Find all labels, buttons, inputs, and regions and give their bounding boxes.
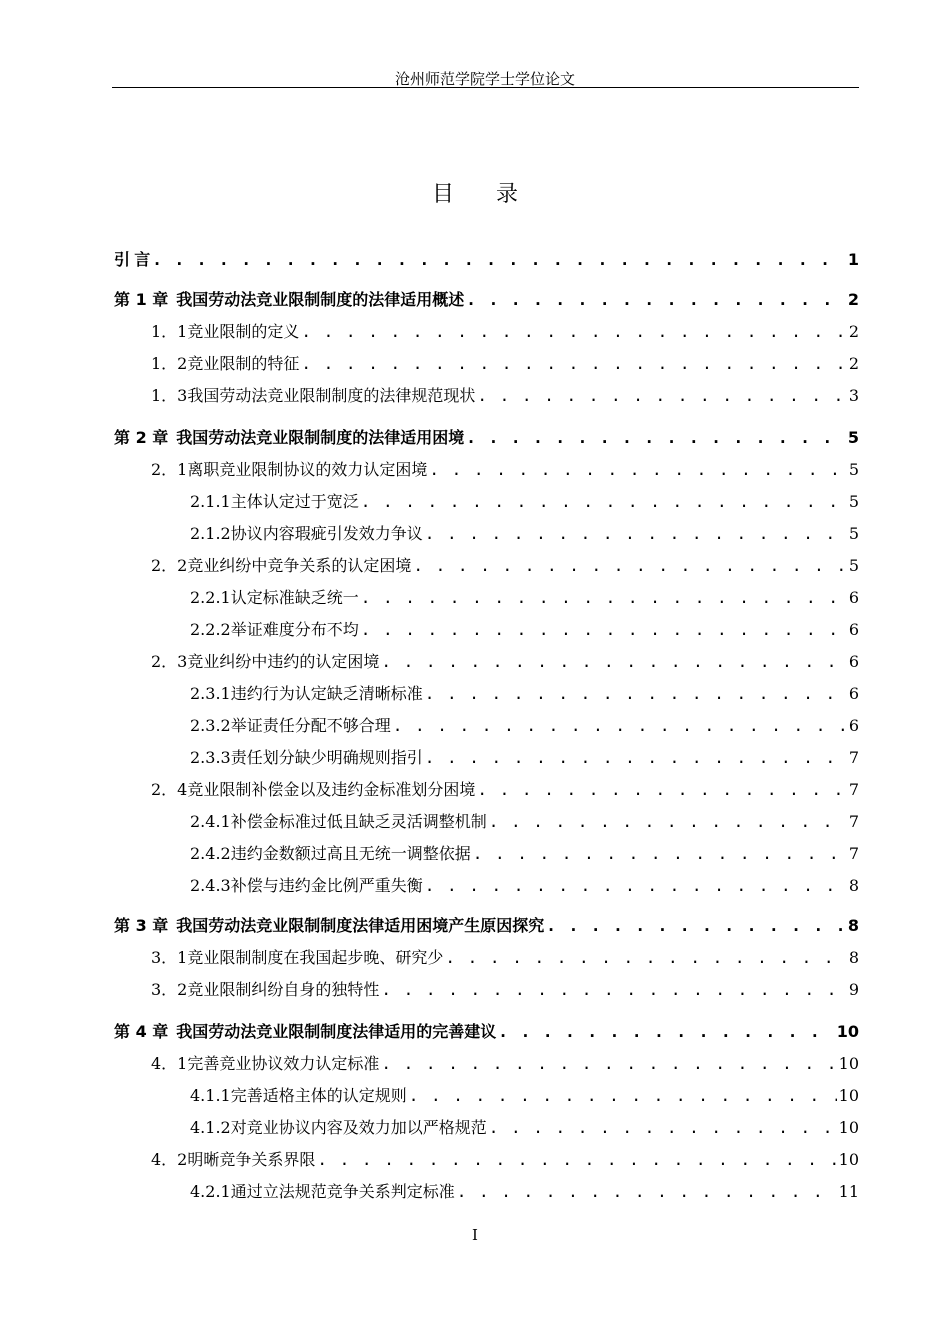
toc-entry-title: 举证难度分布不均 bbox=[230, 620, 359, 639]
toc-entry-number: 2.1.2 bbox=[190, 524, 231, 543]
toc-entry-title: 我国劳动法竞业限制制度的法律适用概述 bbox=[176, 290, 465, 309]
toc-entry-page: 5 bbox=[848, 524, 859, 543]
toc-entry-title: 竞业限制制度在我国起步晚、研究少 bbox=[187, 948, 444, 967]
toc-entry-title: 通过立法规范竞争关系判定标准 bbox=[230, 1182, 455, 1201]
dot-leader bbox=[413, 554, 846, 578]
toc-entry-number: 4．2 bbox=[151, 1150, 188, 1169]
toc-entry[interactable] bbox=[151, 978, 859, 1002]
toc-entry[interactable] bbox=[151, 352, 859, 376]
toc-entry-page: 2 bbox=[847, 290, 859, 309]
toc-entry-title: 竞业纠纷中违约的认定困境 bbox=[187, 652, 380, 671]
dot-leader bbox=[361, 618, 847, 642]
toc-entry-page: 7 bbox=[848, 780, 859, 799]
toc-entry[interactable] bbox=[114, 288, 859, 312]
toc-entry[interactable] bbox=[151, 1148, 859, 1172]
toc-entry[interactable] bbox=[190, 1180, 859, 1204]
toc-entry-page: 6 bbox=[848, 684, 859, 703]
toc-entry-number: 3．2 bbox=[151, 980, 188, 999]
toc-entry-number: 4.1.1 bbox=[190, 1086, 231, 1105]
toc-entry-page: 5 bbox=[847, 428, 859, 447]
toc-entry-number: 2．2 bbox=[151, 556, 188, 575]
toc-entry-page: 6 bbox=[848, 620, 859, 639]
toc-entry-page: 6 bbox=[848, 716, 859, 735]
toc-entry[interactable] bbox=[114, 914, 859, 938]
toc-entry[interactable] bbox=[114, 1020, 859, 1044]
dot-leader bbox=[466, 288, 846, 312]
toc-entry-page: 9 bbox=[848, 980, 859, 999]
toc-entry-title: 我国劳动法竞业限制制度的法律适用困境 bbox=[176, 428, 465, 447]
toc-entry-page: 3 bbox=[848, 386, 859, 405]
toc-entry-title: 竞业纠纷中竞争关系的认定困境 bbox=[187, 556, 412, 575]
toc-title: 目录 bbox=[431, 182, 560, 207]
toc-entry-page: 1 bbox=[847, 250, 859, 269]
toc-entry-number: 2．4 bbox=[151, 780, 188, 799]
toc-entry-number: 2.1.1 bbox=[190, 492, 231, 511]
toc-entry[interactable] bbox=[190, 682, 859, 706]
dot-leader bbox=[425, 746, 847, 770]
dot-leader bbox=[457, 1180, 837, 1204]
toc-entry-number: 2．3 bbox=[151, 652, 188, 671]
dot-leader bbox=[301, 320, 846, 344]
dot-leader bbox=[152, 248, 846, 272]
dot-leader bbox=[477, 384, 846, 408]
toc-entry-page: 10 bbox=[836, 1022, 859, 1041]
toc-entry[interactable] bbox=[190, 1116, 859, 1140]
toc-entry-number: 引 bbox=[114, 250, 131, 269]
toc-entry-title: 违约行为认定缺乏清晰标准 bbox=[230, 684, 423, 703]
running-header: 沧州师范学院学士学位论文 bbox=[394, 70, 575, 88]
toc-entry[interactable] bbox=[151, 458, 859, 482]
toc-entry[interactable] bbox=[151, 778, 859, 802]
dot-leader bbox=[429, 458, 846, 482]
toc-entry-title: 离职竞业限制协议的效力认定困境 bbox=[187, 460, 428, 479]
dot-leader bbox=[317, 1148, 836, 1172]
dot-leader bbox=[445, 946, 846, 970]
toc-entry-page: 2 bbox=[848, 322, 859, 341]
toc-entry-page: 10 bbox=[838, 1086, 859, 1105]
toc-entry-title: 完善适格主体的认定规则 bbox=[230, 1086, 407, 1105]
toc-entry-number: 第 2 章 bbox=[114, 428, 169, 447]
dot-leader bbox=[477, 778, 846, 802]
toc-entry-page: 6 bbox=[848, 588, 859, 607]
dot-leader bbox=[425, 682, 847, 706]
toc-entry[interactable] bbox=[114, 426, 859, 450]
dot-leader bbox=[301, 352, 846, 376]
toc-entry-page: 11 bbox=[838, 1182, 859, 1201]
dot-leader bbox=[381, 650, 846, 674]
dot-leader bbox=[361, 490, 847, 514]
toc-entry[interactable] bbox=[151, 650, 859, 674]
toc-entry-number: 2.4.2 bbox=[190, 844, 231, 863]
toc-entry-page: 8 bbox=[848, 876, 859, 895]
toc-entry-number: 2.2.1 bbox=[190, 588, 231, 607]
toc-entry[interactable] bbox=[190, 746, 859, 770]
dot-leader bbox=[546, 914, 846, 938]
toc-entry-number: 第 4 章 bbox=[114, 1022, 169, 1041]
toc-entry-number: 4．1 bbox=[151, 1054, 188, 1073]
page-number: I bbox=[472, 1226, 478, 1244]
toc-entry-page: 10 bbox=[838, 1118, 859, 1137]
dot-leader bbox=[393, 714, 847, 738]
dot-leader bbox=[381, 978, 846, 1002]
toc-entry-number: 2.3.2 bbox=[190, 716, 231, 735]
toc-entry[interactable] bbox=[190, 810, 859, 834]
toc-entry-page: 7 bbox=[848, 748, 859, 767]
toc-entry-title: 竞业限制纠纷自身的独特性 bbox=[187, 980, 380, 999]
dot-leader bbox=[498, 1020, 834, 1044]
toc-entry[interactable] bbox=[190, 586, 859, 610]
toc-entry-title: 竞业限制的定义 bbox=[187, 322, 300, 341]
toc-entry-title: 竞业限制的特征 bbox=[187, 354, 300, 373]
dot-leader bbox=[409, 1084, 837, 1108]
toc-entry-number: 1．1 bbox=[151, 322, 188, 341]
toc-entry-page: 10 bbox=[838, 1054, 859, 1073]
toc-entry-number: 第 1 章 bbox=[114, 290, 169, 309]
toc-entry[interactable] bbox=[151, 1052, 859, 1076]
toc-entry-title: 明晰竞争关系界限 bbox=[187, 1150, 316, 1169]
toc-entry[interactable] bbox=[190, 618, 859, 642]
toc-entry-page: 7 bbox=[848, 812, 859, 831]
toc-entry-title: 协议内容瑕疵引发效力争议 bbox=[230, 524, 423, 543]
toc-entry-page: 10 bbox=[838, 1150, 859, 1169]
toc-entry[interactable] bbox=[190, 714, 859, 738]
toc-entry-page: 5 bbox=[848, 460, 859, 479]
toc-entry-title: 我国劳动法竞业限制制度法律适用困境产生原因探究 bbox=[176, 916, 545, 935]
toc-entry-number: 2.2.2 bbox=[190, 620, 231, 639]
toc-entry-number: 1．3 bbox=[151, 386, 188, 405]
toc-entry-number: 2.3.3 bbox=[190, 748, 231, 767]
toc-entry[interactable] bbox=[190, 1084, 859, 1108]
dot-leader bbox=[489, 1116, 837, 1140]
toc-entry-number: 2.3.1 bbox=[190, 684, 231, 703]
toc-entry-title: 补偿金标准过低且缺乏灵活调整机制 bbox=[230, 812, 487, 831]
toc-entry[interactable] bbox=[190, 522, 859, 546]
dot-leader bbox=[381, 1052, 836, 1076]
toc-entry-page: 7 bbox=[848, 844, 859, 863]
toc-entry-number: 2．1 bbox=[151, 460, 188, 479]
toc-entry-number: 1．2 bbox=[151, 354, 188, 373]
toc-entry-title: 完善竞业协议效力认定标准 bbox=[187, 1054, 380, 1073]
toc-entry-number: 4.1.2 bbox=[190, 1118, 231, 1137]
toc-entry-title: 我国劳动法竞业限制制度法律适用的完善建议 bbox=[176, 1022, 497, 1041]
toc-entry-number: 3．1 bbox=[151, 948, 188, 967]
dot-leader bbox=[473, 842, 847, 866]
toc-entry-title: 竞业限制补偿金以及违约金标准划分困境 bbox=[187, 780, 476, 799]
toc-entry-number: 2.4.1 bbox=[190, 812, 231, 831]
toc-entry[interactable] bbox=[114, 248, 859, 272]
toc-entry-page: 8 bbox=[847, 916, 859, 935]
toc-entry-title: 我国劳动法竞业限制制度的法律规范现状 bbox=[187, 386, 476, 405]
toc-entry-title: 认定标准缺乏统一 bbox=[230, 588, 359, 607]
toc-entry[interactable] bbox=[190, 490, 859, 514]
dot-leader bbox=[425, 874, 847, 898]
toc-entry-title: 主体认定过于宽泛 bbox=[230, 492, 359, 511]
toc-entry[interactable] bbox=[190, 842, 859, 866]
toc-entry[interactable] bbox=[151, 320, 859, 344]
dot-leader bbox=[466, 426, 846, 450]
toc-entry-title: 违约金数额过高且无统一调整依据 bbox=[230, 844, 471, 863]
toc-entry-page: 5 bbox=[848, 492, 859, 511]
toc-entry-title: 责任划分缺少明确规则指引 bbox=[230, 748, 423, 767]
toc-entry-page: 8 bbox=[848, 948, 859, 967]
toc-entry-number: 2.4.3 bbox=[190, 876, 231, 895]
toc-entry[interactable] bbox=[151, 946, 859, 970]
toc-entry-title: 对竞业协议内容及效力加以严格规范 bbox=[230, 1118, 487, 1137]
toc-entry-title: 补偿与违约金比例严重失衡 bbox=[230, 876, 423, 895]
dot-leader bbox=[425, 522, 847, 546]
toc-entry-title: 言 bbox=[134, 250, 151, 269]
toc-entry-number: 第 3 章 bbox=[114, 916, 169, 935]
toc-entry-page: 6 bbox=[848, 652, 859, 671]
toc-entry-page: 5 bbox=[848, 556, 859, 575]
dot-leader bbox=[361, 586, 847, 610]
toc-entry[interactable] bbox=[190, 874, 859, 898]
dot-leader bbox=[489, 810, 847, 834]
toc-entry-page: 2 bbox=[848, 354, 859, 373]
toc-entry[interactable] bbox=[151, 384, 859, 408]
toc-entry[interactable] bbox=[151, 554, 859, 578]
toc-entry-title: 举证责任分配不够合理 bbox=[230, 716, 391, 735]
toc-entry-number: 4.2.1 bbox=[190, 1182, 231, 1201]
